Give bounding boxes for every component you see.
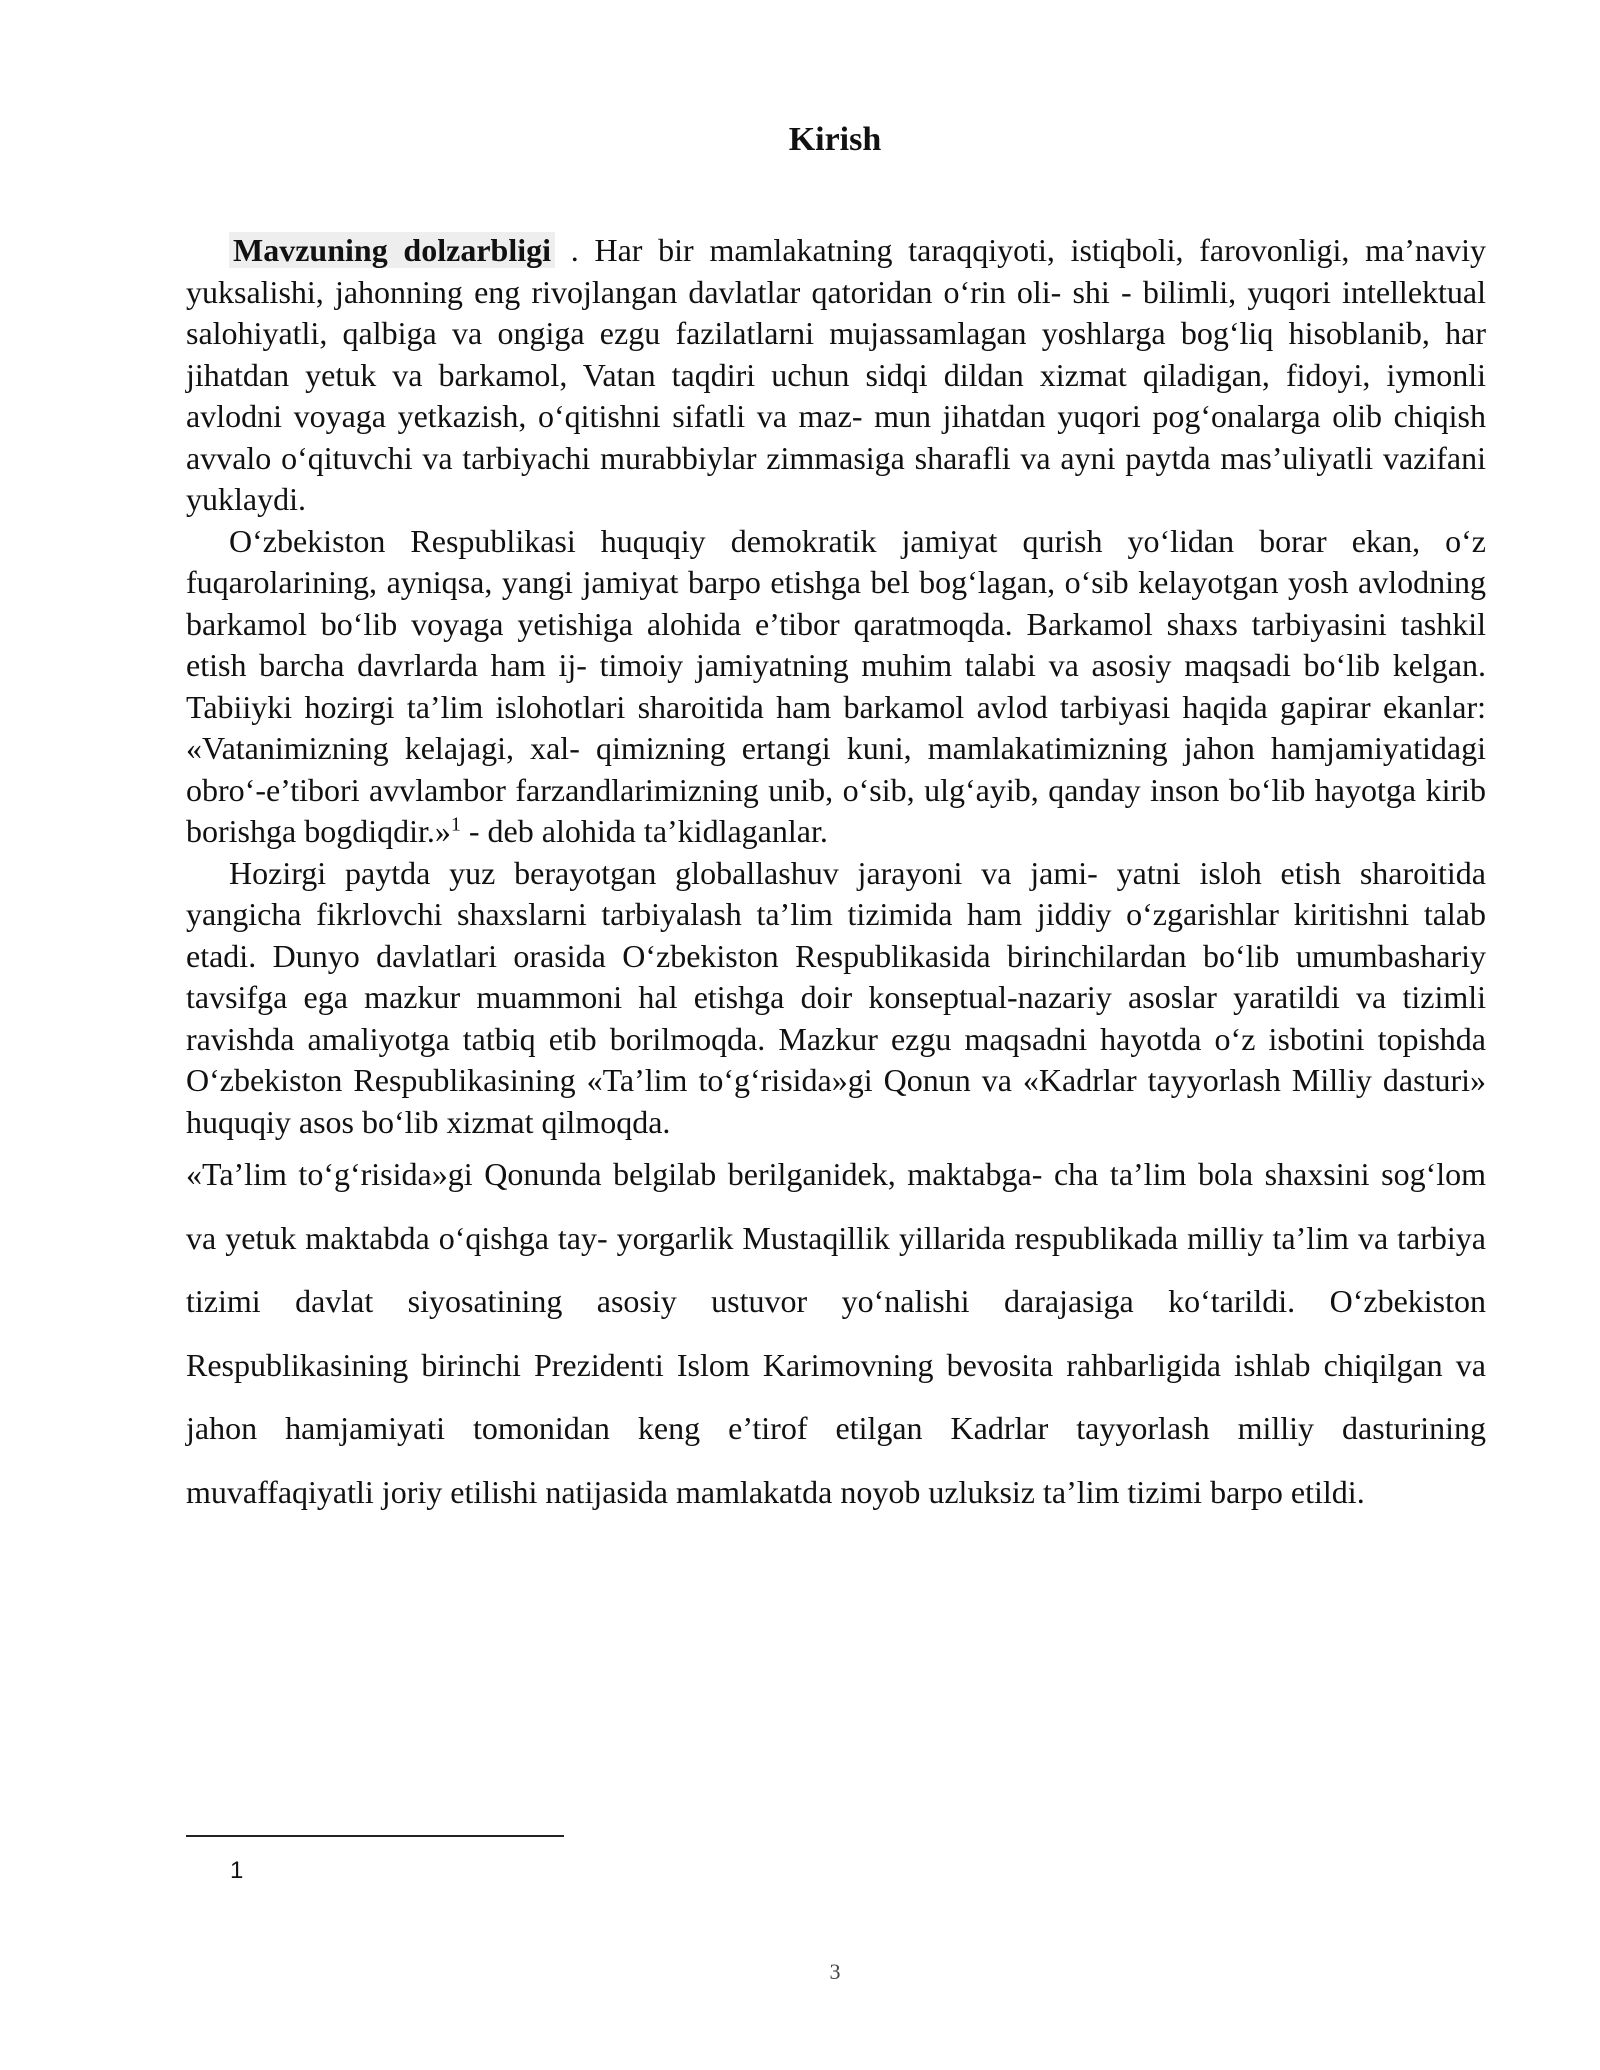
paragraph-4-text: «Ta’lim to‘g‘risida»gi Qonunda belgilab berilganidek, maktabga- cha ta’lim bola shaxsini sog‘lom va yetuk maktabda o‘qishga tay- yorgarlik Mustaqillik yillarida respublikada milliy ta’lim va tarbiya tizimi davlat siyosatining asosiy ustuvor yo‘nalishi darajasiga ko‘tarildi. O‘zbekiston Respublikasining birinchi Prezidenti Islom Karimovning bevosita rahbarligida ishlab chiqilgan va jahon hamjamiyati tomonidan keng e’tirof etilgan Kadrlar tayyorlash milliy dasturining muvaffaqiyatli joriy etilishi natijasida mamlakatda noyob uzluksiz ta’lim tizimi barpo etildi. (186, 1156, 1486, 1510)
footnote-reference[interactable]: 1 (450, 813, 461, 836)
paragraph-2 (186, 521, 1486, 853)
body-text (186, 230, 1486, 1524)
paragraph-3-text: Hozirgi paytda yuz berayotgan globallashuv jarayoni va jami- yatni isloh etish sharoitida yangicha fikrlovchi shaxslarni tarbiyalash ta’lim tizimida ham jiddiy o‘zgarishlar kiritishni talab etadi. Dunyo davlatlari orasida O‘zbekiston Respublikasida birinchilardan bo‘lib umumbashariy tavsifga ega mazkur muammoni hal etishga doir konseptual-nazariy asoslar yaratildi va tizimli ravishda amaliyotga tatbiq etib borilmoqda. Mazkur ezgu maqsadni hayotda o‘z isbotini topishda O‘zbekiston Respublikasining «Ta’lim to‘g‘risida»gi Qonun va «Kadrlar tayyorlash Milliy dasturi» huquqiy asos bo‘lib xizmat qilmoqda. (186, 854, 1486, 1140)
paragraph-2-text: O‘zbekiston Respublikasi huquqiy demokratik jamiyat qurish yo‘lidan borar ekan, o‘z fuqarolarining, ayniqsa, yangi jamiyat barpo etishga bel bog‘lagan, o‘sib kelayotgan yosh avlodning barkamol bo‘lib voyaga yetishiga alohida e’tibor qaratmoqda. Barkamol shaxs tarbiyasini tashkil etish barcha davrlarda ham ij- timoiy jamiyatning muhim talabi va asosiy maqsadi bo‘lib kelgan. Tabiiyki hozirgi ta’lim islohotlari sharoitida ham barkamol avlod tarbiyasi haqida gapirar ekanlar: «Vatanimizning kelajagi, xal- qimizning ertangi kuni, mamlakatimizning jahon hamjamiyatidagi obro‘-e’tibori avvlambor farzandlarimizning unib, o‘sib, ulg‘ayib, qanday inson bo‘lib hayotga kirib borishga bogdiqdir.» (186, 522, 1486, 849)
paragraph-lead-highlight: Mavzuning dolzarbligi (229, 232, 555, 268)
paragraph-1 (186, 230, 1486, 521)
footnote-separator (186, 1835, 564, 1837)
paragraph-1-text: . Har bir mamlakatning taraqqiyoti, istiqboli, farovonligi, ma’naviy yuksalishi, jahonning eng rivojlangan davlatlar qatoridan o‘rin oli- shi - bilimli, yuqori intellektual salohiyatli, qalbiga va ongiga ezgu fazilatlarni mujassamlagan yoshlarga bog‘liq hisoblanib, har jihatdan yetuk va barkamol, Vatan taqdiri uchun sidqi dildan xizmat qiladigan, fidoyi, iymonli avlodni voyaga yetkazish, o‘qitishni sifatli va maz- mun jihatdan yuqori pog‘onalarga olib chiqish avvalo o‘qituvchi va tarbiyachi murabbiylar zimmasiga sharafli va ayni paytda mas’uliyatli vazifani yuklaydi. (186, 232, 1486, 517)
paragraph-2-tail: - deb alohida ta’kidlaganlar. (460, 813, 828, 849)
paragraph-3 (186, 853, 1486, 1144)
page-number: 3 (829, 1959, 841, 1984)
paragraph-4 (186, 1143, 1486, 1524)
footnote-number: 1 (230, 1857, 244, 1884)
page-title: Kirish (788, 121, 882, 158)
